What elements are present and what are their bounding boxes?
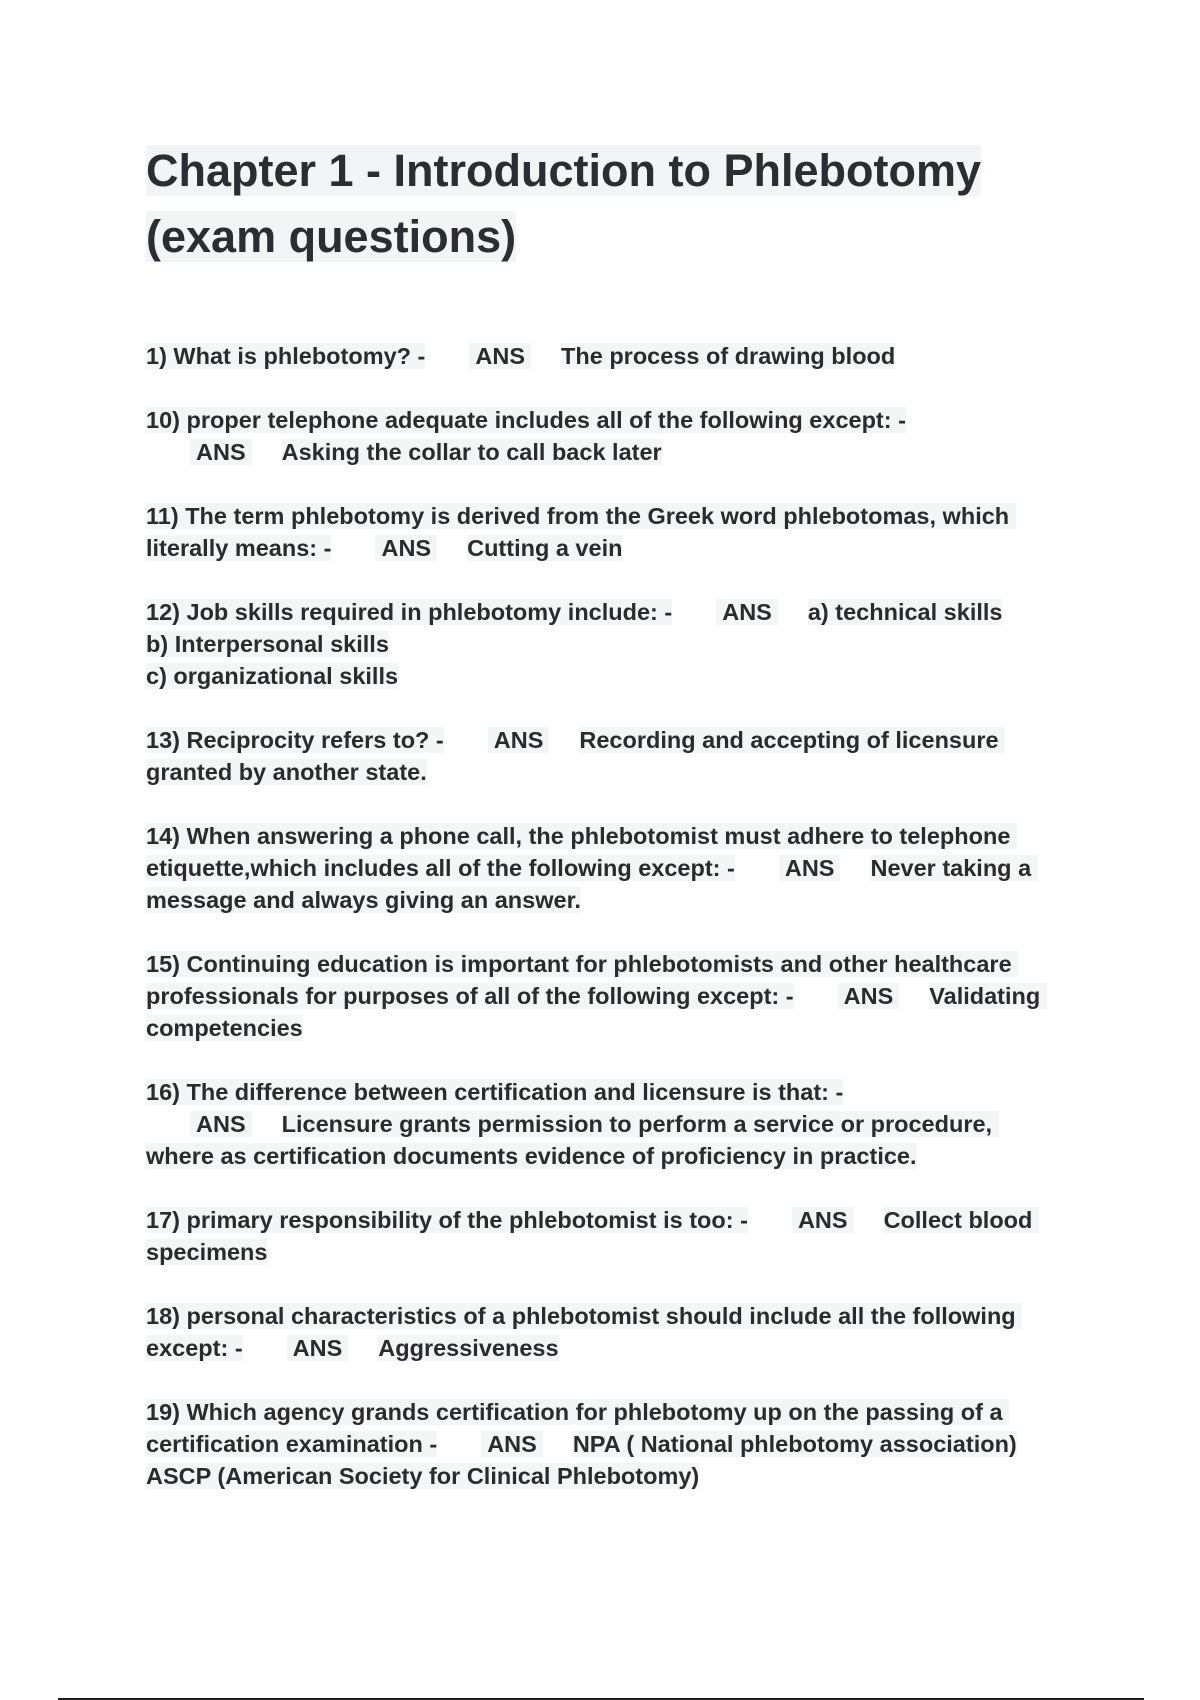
answer-text: Cutting a vein xyxy=(467,535,623,561)
answer-marker: ANS xyxy=(375,535,437,561)
answer-text: Never taking a message and always giving an answer. xyxy=(146,855,1038,913)
answer-text: Recording and accepting of licensure granted by another state. xyxy=(146,727,1006,785)
question-text: 12) Job skills required in phlebotomy include: - xyxy=(146,599,673,625)
list-item xyxy=(146,500,1066,564)
answer-text: Aggressiveness xyxy=(378,1335,559,1361)
list-item xyxy=(146,948,1066,1044)
question-text: 18) personal characteristics of a phlebotomist should include all the following except: - xyxy=(146,1303,1023,1361)
list-item xyxy=(146,1396,1066,1492)
question-text: 19) Which agency grands certification for phlebotomy up on the passing of a certification examination - xyxy=(146,1399,1010,1457)
question-text: 13) Reciprocity refers to? - xyxy=(146,727,444,753)
answer-text: Asking the collar to call back later xyxy=(281,439,662,465)
answer-marker: ANS xyxy=(469,343,531,369)
answer-text: Collect blood specimens xyxy=(146,1207,1039,1265)
list-item xyxy=(146,1204,1066,1268)
list-item xyxy=(146,1300,1066,1364)
answer-text: Validating competencies xyxy=(146,983,1047,1041)
document-page xyxy=(146,138,1066,1524)
list-item xyxy=(146,340,1066,372)
answer-text: Licensure grants permission to perform a service or procedure, where as certification documents evidence of proficiency in practice. xyxy=(146,1111,999,1169)
list-item xyxy=(146,404,1066,468)
answer-marker: ANS xyxy=(488,727,550,753)
question-text: 16) The difference between certification and licensure is that: - xyxy=(146,1079,844,1105)
answer-marker: ANS xyxy=(190,439,252,465)
list-item xyxy=(146,820,1066,916)
answer-marker: ANS xyxy=(716,599,778,625)
answer-marker: ANS xyxy=(792,1207,854,1233)
answer-text: NPA ( National phlebotomy association) ASCP (American Society for Clinical Phlebotomy) xyxy=(146,1431,1017,1489)
list-item xyxy=(146,1076,1066,1172)
question-text: 10) proper telephone adequate includes all of the following except: - xyxy=(146,407,906,433)
answer-text: a) technical skills b) Interpersonal skills c) organizational skills xyxy=(146,599,1003,689)
question-list xyxy=(146,340,1066,1492)
answer-marker: ANS xyxy=(287,1335,349,1361)
answer-text: The process of drawing blood xyxy=(561,343,896,369)
page-title: Chapter 1 - Introduction to Phlebotomy (exam questions) xyxy=(146,145,981,262)
question-text: 14) When answering a phone call, the phlebotomist must adhere to telephone etiquette,which includes all of the following except: - xyxy=(146,823,1017,881)
answer-marker: ANS xyxy=(190,1111,252,1137)
question-text: 15) Continuing education is important for phlebotomists and other healthcare professionals for purposes of all of the following except: - xyxy=(146,951,1019,1009)
answer-marker: ANS xyxy=(838,983,900,1009)
answer-marker: ANS xyxy=(481,1431,543,1457)
question-text: 17) primary responsibility of the phlebotomist is too: - xyxy=(146,1207,748,1233)
question-text: 1) What is phlebotomy? - xyxy=(146,343,426,369)
answer-marker: ANS xyxy=(779,855,841,881)
list-item xyxy=(146,596,1066,692)
list-item xyxy=(146,724,1066,788)
question-text: 11) The term phlebotomy is derived from the Greek word phlebotomas, which literally means: - xyxy=(146,503,1016,561)
